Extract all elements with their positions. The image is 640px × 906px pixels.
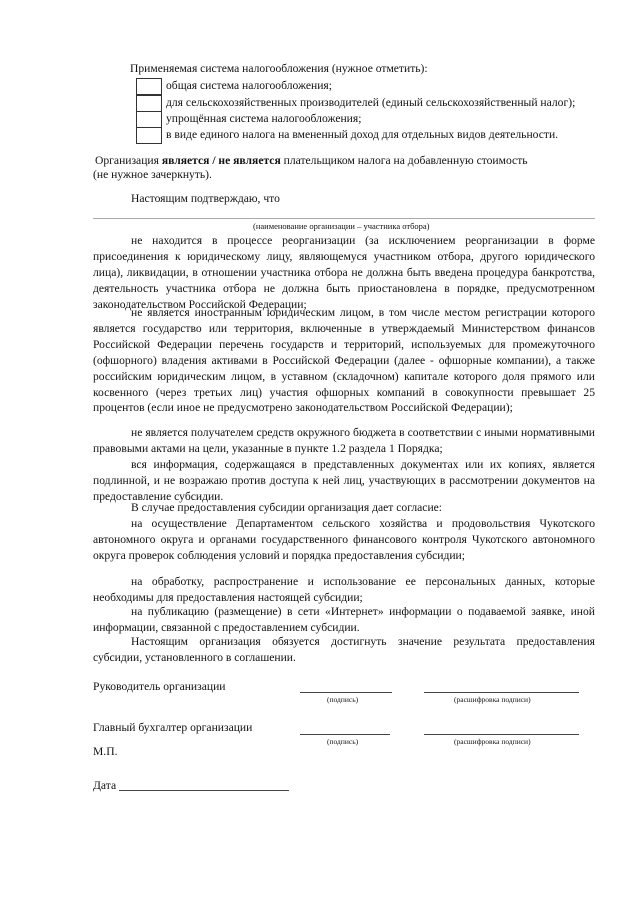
tax-system-heading: Применяемая система налогообложения (нужное отметить): xyxy=(130,62,428,75)
accountant-decode-caption: (расшифровка подписи) xyxy=(454,737,531,746)
date-line[interactable] xyxy=(119,790,289,791)
tax-option-label-imputed: в виде единого налога на вмененный доход для отдельных видов деятельности. xyxy=(166,128,559,141)
tax-option-checkbox-imputed[interactable] xyxy=(136,127,162,144)
accountant-decode-line[interactable] xyxy=(424,734,579,735)
paragraph-consent-publication: на публикацию (размещение) в сети «Интернет» информации о подаваемой заявке, иной информации, связанной с предоставлением субсидии. xyxy=(93,605,595,634)
paragraph-commitment: Настоящим организация обязуется достигнуть значение результата предоставления субсидии, установленного в соглашении. xyxy=(93,635,595,664)
tax-option-checkbox-simplified[interactable] xyxy=(136,111,162,128)
vat-choice: является / не является xyxy=(161,154,281,167)
org-name-line[interactable] xyxy=(93,218,595,219)
paragraph-budget-recipient: не является получателем средств окружного бюджета в соответствии с иными нормативными правовыми актами на цели, указанные в пункте 1.2 раздела 1 Порядка; xyxy=(93,426,595,455)
head-signature-caption: (подпись) xyxy=(327,695,359,704)
head-label: Руководитель организации xyxy=(93,680,226,693)
head-decode-line[interactable] xyxy=(424,692,579,693)
tax-option-label-agricultural: для сельскохозяйственных производителей (единый сельскохозяйственный налог); xyxy=(166,96,576,109)
accountant-signature-line[interactable] xyxy=(300,734,390,735)
vat-strike-note: (не нужное зачеркнуть). xyxy=(93,168,212,181)
vat-suffix: плательщиком налога на добавленную стоимость xyxy=(280,154,528,167)
paragraph-consent-intro: В случае предоставления субсидии организация дает согласие: xyxy=(131,501,443,514)
confirm-intro: Настоящим подтверждаю, что xyxy=(131,192,280,205)
accountant-label: Главный бухгалтер организации xyxy=(93,721,253,734)
paragraph-consent-personal-data: на обработку, распространение и использование ее персональных данных, которые необходимы для предоставления настоящей субсидии; xyxy=(93,575,595,604)
date-label: Дата xyxy=(93,779,117,792)
vat-prefix: Организация xyxy=(95,154,162,167)
tax-option-label-general: общая система налогообложения; xyxy=(166,79,332,92)
head-signature-line[interactable] xyxy=(300,692,392,693)
org-name-caption: (наименование организации – участника отбора) xyxy=(253,221,430,231)
accountant-signature-caption: (подпись) xyxy=(327,737,359,746)
head-decode-caption: (расшифровка подписи) xyxy=(454,695,531,704)
tax-option-label-simplified: упрощённая система налогообложения; xyxy=(166,112,362,125)
vat-statement xyxy=(95,154,528,167)
paragraph-consent-inspection: на осуществление Департаментом сельского хозяйства и продовольствия Чукотского автономного округа и органами государственного финансового контроля Чукотского автономного округа проверок соблюдения условий и порядка предоставления субсидии; xyxy=(93,517,595,562)
tax-option-checkbox-general[interactable] xyxy=(136,78,162,95)
paragraph-authenticity: вся информация, содержащаяся в представленных документах или их копиях, является подлинной, и не возражаю против доступа к ней лиц, участвующих в рассмотрении документов на предоставление субсидии. xyxy=(93,458,595,503)
tax-option-checkbox-agricultural[interactable] xyxy=(136,95,162,112)
paragraph-foreign-entity: не является иностранным юридическим лицом, в том числе местом регистрации которого является государство или территория, включенные в утверждаемый Министерством финансов Российской Федерации перечень государств и территорий, используемых для промежуточного (офшорного) владения активами в Российской Федерации (далее - офшорные компании), а также российским юридическим лицом, в уставном (складочном) капитале которого доля прямого или косвенного (через третьих лиц) участия офшорных компаний в совокупности превышает 25 процентов (если иное не предусмотрено законодательством Российской Федерации); xyxy=(93,306,595,415)
stamp-label: М.П. xyxy=(93,745,118,758)
paragraph-reorganization: не находится в процессе реорганизации (за исключением реорганизации в форме присоединения к юридическому лицу, являющемуся участником отбора, другого юридического лица), ликвидации, в отношении участника отбора не должна быть введена процедура банкротства, деятельность участника отбора не должна быть приостановлена в порядке, предусмотренном законодательством Российской Федерации; xyxy=(93,234,595,311)
